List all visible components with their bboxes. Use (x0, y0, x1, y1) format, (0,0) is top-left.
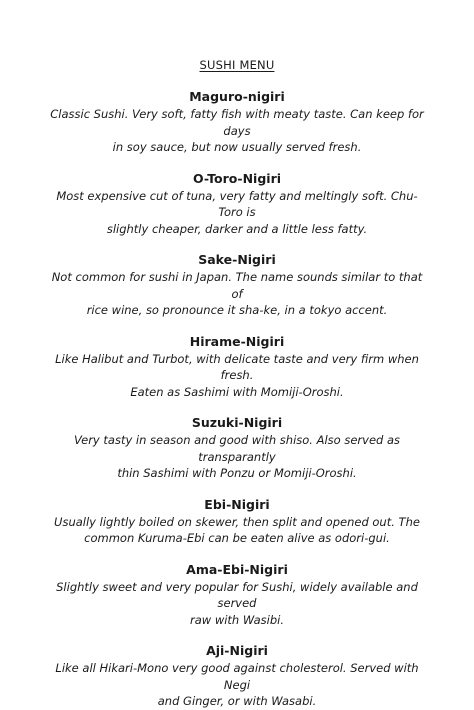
menu-item-hirame-nigiri (47, 333, 427, 401)
item-description (47, 269, 427, 319)
item-name: Maguro-nigiri (189, 89, 285, 104)
menu-item-suzuki-nigiri (47, 414, 427, 482)
item-name: Ebi-Nigiri (204, 496, 270, 512)
menu-item-ama-ebi-nigiri (47, 561, 427, 629)
item-description (47, 106, 427, 156)
item-description-line: raw with Wasibi. (189, 612, 285, 627)
item-description-line: rice wine, so pronounce it sha-ke, in a tokyo accent. (86, 303, 388, 317)
item-name: Aji-Nigiri (206, 643, 268, 658)
item-name: Ama-Ebi-Nigiri (186, 561, 288, 577)
item-description (47, 579, 427, 629)
menu-item-maguro-nigiri (47, 88, 427, 156)
item-name: O-Toro-Nigiri (192, 170, 282, 186)
item-description-line: and Ginger, or with Wasabi. (157, 694, 317, 708)
item-description-line: Usually lightly boiled on skewer, then split and opened out. The (54, 514, 420, 529)
item-description-line: Classic Sushi. Very soft, fatty fish with meaty taste. Can keep for days (50, 107, 424, 138)
item-description (47, 188, 427, 238)
menu-item-o-toro-nigiri (47, 170, 427, 238)
item-description-line: Eaten as Sashimi with Momiji-Oroshi. (130, 384, 344, 399)
item-description (47, 660, 427, 710)
item-description-line: Very tasty in season and good with shiso. Also served as transparantly (73, 433, 401, 464)
item-description-line: Most expensive cut of tuna, very fatty and meltingly soft. Chu-Toro is (56, 188, 418, 219)
menu-item-sake-nigiri (47, 251, 427, 319)
item-description-line: Not common for sushi in Japan. The name sounds similar to that of (51, 270, 423, 301)
item-description-line: common Kuruma-Ebi can be eaten alive as odori-gui. (84, 531, 390, 545)
item-description (47, 351, 427, 401)
item-description-line: Like all Hikari-Mono very good against cholesterol. Served with Negi (55, 661, 419, 692)
item-description-line: thin Sashimi with Ponzu or Momiji-Oroshi. (117, 466, 357, 480)
menu-item-ebi-nigiri (47, 496, 427, 547)
item-name: Suzuki-Nigiri (191, 415, 283, 430)
item-description (47, 514, 427, 547)
item-description-line: Like Halibut and Turbot, with delicate taste and very firm when fresh. (55, 351, 419, 382)
item-description-line: in soy sauce, but now usually served fresh. (112, 140, 362, 154)
item-description-line: Slightly sweet and very popular for Sushi, widely available and served (56, 579, 418, 610)
item-description (47, 432, 427, 482)
menu-item-aji-nigiri (47, 642, 427, 710)
menu-title: SUSHI MENU (199, 58, 275, 72)
item-name: Sake-Nigiri (198, 252, 276, 267)
item-name: Hirame-Nigiri (189, 333, 285, 349)
item-description-line: slightly cheaper, darker and a little less fatty. (106, 221, 368, 236)
